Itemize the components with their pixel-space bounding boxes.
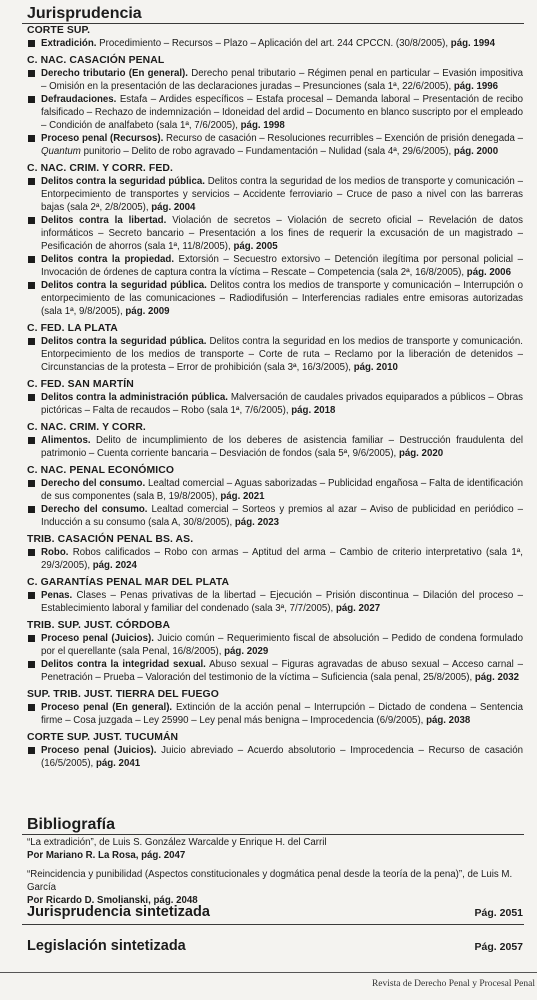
entry-heading: Robo. [41,547,69,558]
entry-heading: Delitos contra la seguridad pública. [41,336,207,347]
footer-rule [0,972,537,973]
entry-item [27,701,523,727]
bullet-square-icon [28,178,35,185]
entry-item [27,744,523,770]
entry-item [27,391,523,417]
section-rule [22,834,524,835]
entry-page-ref: pág. 2032 [474,672,520,683]
entry-page-ref: pág. 2041 [95,758,141,769]
entry-text: Delitos contra la seguridad de los medios de transporte y comunicación – Entorpecimiento de transportes y servicios – Accidente ferroviario – Cruce de paso a nivel con las barreras bajas (sala 2ª, 2/8/2005), [41,176,523,213]
jurisprudencia-sintetizada-row [27,904,523,920]
entry-heading: Proceso penal (Juicios). [41,633,154,644]
court-name: C. NAC. PENAL ECONÓMICO [27,465,175,476]
entry-text: Delito de incumplimiento de los deberes de asistencia familiar – Destrucción fraudulenta del patrimonio – Cuenta corriente bancaria – Desviación de fondos (sala 5ª, 9/6/2005), [41,435,523,459]
bullet-square-icon [28,661,35,668]
entry-heading: Proceso penal (Recursos). [41,133,164,144]
entry-text: Robos calificados – Robo con armas – Aptitud del arma – Cambio de criterio interpretativo (sala 1ª, 29/3/2005), [41,547,523,571]
bullet-square-icon [28,480,35,487]
entry-item [27,434,523,460]
entry-page-ref: pág. 2009 [125,306,170,317]
entry-page-ref: pág. 1998 [240,120,285,131]
court-block [27,421,523,460]
legislacion-sintetizada-page: Pág. 2057 [474,941,523,953]
bullet-square-icon [28,437,35,444]
entry-text: Violación de secretos – Violación de secreto oficial – Revelación de datos informáticos – Secreto bancario – Presentación a los fines de requerir la excusación de un magistrado – Pesificación de ahorros (sala 1ª, 11/8/2005), [41,215,523,252]
entry-text: punitorio – Delito de robo agravado – Fundamentación – Nulidad (sala 4ª, 29/6/2005), [83,146,452,157]
entry-text: Derecho penal tributario – Régimen penal en particular – Evasión impositiva – Omisión en la presentación de las declaraciones juradas – Presunciones (sala 1ª, 22/6/2005), [41,68,524,92]
entry-heading: Delitos contra la integridad sexual. [41,659,206,670]
bibliografia-header [0,813,537,835]
court-block [27,464,523,529]
entry-page-ref: pág. 2038 [426,715,471,726]
entry-item [27,253,523,279]
court-name: C. NAC. CRIM. Y CORR. [27,422,146,433]
entry-heading: Proceso penal (En general). [41,702,173,713]
entry-text: Juicio común – Requerimiento fiscal de absolución – Pedido de condena formulado por el querellante (sala Penal, 16/8/2005), [41,633,523,657]
court-name: C. GARANTÍAS PENAL MAR DEL PLATA [27,577,230,588]
court-name: TRIB. CASACIÓN PENAL BS. AS. [27,534,194,545]
entry-item [27,335,523,374]
entry-text: Lealtad comercial – Aguas saborizadas – Publicidad engañosa – Falta de identificación de sus componentes (sala B, 19/8/2005), [41,478,523,502]
footer-journal-name: Revista de Derecho Penal y Procesal Penal [371,979,535,989]
court-name: TRIB. SUP. JUST. CÓRDOBA [27,620,171,631]
bullet-square-icon [28,549,35,556]
entry-heading: Delitos contra la propiedad. [41,254,175,265]
entry-page-ref: pág. 2004 [151,202,196,213]
court-block [27,619,523,684]
court-block [27,378,523,417]
court-name: C. NAC. CASACIÓN PENAL [27,55,165,66]
entry-heading: Proceso penal (Juicios). [41,745,157,756]
jurisprudencia-header [0,2,537,24]
entry-page-ref: pág. 2024 [92,560,137,571]
jurisprudencia-sintetizada-page: Pág. 2051 [474,907,523,919]
entry-heading: Alimentos. [41,435,91,446]
court-name: C. NAC. CRIM. Y CORR. FED. [27,163,173,174]
legislacion-sintetizada-title: Legislación sintetizada [27,938,186,954]
entry-text: Extinción de la acción penal – Interrupción – Dictado de condena – Sentencia firme – Cosa juzgada – Ley 25990 – Ley penal más benigna – Improcedencia (6/9/2005), [41,702,523,726]
entry-item [27,658,523,684]
entry-heading: Delitos contra la libertad. [41,215,167,226]
court-block [27,54,523,158]
entry-text: Clases – Penas privativas de la libertad – Ejecución – Prisión discontinua – Dilación del proceso – Establecimiento laboral y familiar del condenado (sala 3ª, 7/7/2005), [41,590,523,614]
court-name: C. FED. SAN MARTÍN [27,379,134,390]
bullet-square-icon [28,40,35,47]
entry-item [27,477,523,503]
entry-item [27,67,523,93]
entry-heading: Defraudaciones. [41,94,117,105]
court-block [27,731,523,770]
bibliografia-list [27,836,523,907]
court-name: CORTE SUP. JUST. TUCUMÁN [27,732,179,743]
entry-item [27,589,523,615]
entry-text: Malversación de caudales privados equiparados a públicos – Obras pictóricas – Falta de recaudos – Robo (sala 1ª, 7/6/2005), [41,392,523,416]
biblio-title: “La extradición”, de Luis S. González Warcalde y Enrique H. del Carril [27,837,327,848]
entry-page-ref: pág. 2027 [335,603,381,614]
bullet-square-icon [28,635,35,642]
court-block [27,162,523,318]
bullet-square-icon [28,282,35,289]
biblio-title: “Reincidencia y punibilidad (Aspectos constitucionales y dogmática penal desde la teoría de la pena)”, de Luis M. García [27,869,513,893]
entry-item [27,546,523,572]
entry-text: Lealtad comercial – Sorteos y premios al azar – Aviso de publicidad en periódico – Inducción a su consumo (sala A, 30/8/2005), [41,504,523,528]
court-name: C. FED. LA PLATA [27,323,118,334]
legislacion-sintetizada-row [27,938,523,954]
bullet-square-icon [28,70,35,77]
court-block [27,533,523,572]
entry-text: Delitos contra la seguridad en los medios de transporte y comunicación. Entorpecimiento de los medios de transporte – Corte de ruta – Reclamo por la liberación de detenidos – Circunstancias de la protesta – Error de prohibición (sala 3ª, 16/3/2005), [41,336,523,373]
court-block [27,322,523,374]
entry-page-ref: pág. 1996 [453,81,499,92]
entry-heading: Derecho del consumo. [41,504,148,515]
entry-item [27,503,523,529]
biblio-author: Por Mariano R. La Rosa, pág. 2047 [27,850,186,861]
bullet-square-icon [28,135,35,142]
entry-text: Delitos contra los medios de transporte y comunicación – Interrupción o entorpecimiento de las comunicaciones – Radiodifusión – Interferencias radiales entre emisoras autorizadas (sala 1ª, 9/8/2005), [41,280,523,317]
entry-heading: Penas. [41,590,73,601]
bullet-square-icon [28,592,35,599]
court-block [27,24,523,50]
entry-italic-term: Quantum [41,146,81,157]
entry-heading: Extradición. [41,38,97,49]
entry-heading: Delitos contra la seguridad pública. [41,280,207,291]
entry-page-ref: pág. 2021 [220,491,265,502]
entry-page-ref: pág. 2023 [234,517,280,528]
section-rule [22,924,524,925]
bullet-square-icon [28,394,35,401]
court-block [27,688,523,727]
entry-heading: Derecho tributario (En general). [41,68,188,79]
entry-item [27,632,523,658]
court-name: CORTE SUP. [27,25,91,36]
courts-list [27,24,523,774]
entry-text: Juicio abreviado – Acuerdo absolutorio – Improcedencia – Recurso de casación (16/5/2005), [41,745,523,769]
entry-text: Extorsión – Secuestro extorsivo – Detención ilegítima por personal policial – Invocación de órdenes de captura contra la víctima – Rescate – Competencia (sala 2ª, 16/8/2005), [41,254,523,278]
bullet-square-icon [28,217,35,224]
entry-heading: Delitos contra la seguridad pública. [41,176,205,187]
entry-text: Abuso sexual – Figuras agravadas de abuso sexual – Acceso carnal – Penetración – Prueba – Valoración del testimonio de la víctima – Suficiencia (sala penal, 25/8/2005), [41,659,523,683]
entry-item [27,37,523,50]
entry-page-ref: pág. 2020 [398,448,444,459]
entry-page-ref: pág. 2005 [233,241,278,252]
entry-text: Procedimiento – Recursos – Plazo – Aplicación del art. 244 CPCCN. (30/8/2005), [99,38,449,49]
entry-item [27,214,523,253]
entry-page-ref: pág. 1994 [450,38,495,49]
bullet-square-icon [28,256,35,263]
entry-page-ref: pág. 2029 [224,646,269,657]
entry-item [27,175,523,214]
entry-item [27,132,523,158]
entry-heading: Derecho del consumo. [41,478,146,489]
section-title-jurisprudencia: Jurisprudencia [27,5,142,22]
bullet-square-icon [28,96,35,103]
entry-page-ref: pág. 2010 [353,362,398,373]
entry-page-ref: pág. 2006 [466,267,511,278]
biblio-author: Por Ricardo D. Smolianski, pág. 2048 [27,895,198,906]
bullet-square-icon [28,338,35,345]
entry-heading: Delitos contra la administración pública. [41,392,228,403]
entry-item [27,93,523,132]
bullet-square-icon [28,704,35,711]
bullet-square-icon [28,506,35,513]
entry-text: Estafa – Ardides específicos – Estafa procesal – Demanda laboral – Presentación de recibo falsificado – Rechazo de indemnización – Idoneidad del ardid – Documento en blanco suscripto por el empleado – Condición de analfabeto (sala 1ª, 7/6/2005), [41,94,523,131]
bullet-square-icon [28,747,35,754]
entry-item [27,279,523,318]
section-title-bibliografia: Bibliografía [27,816,116,833]
court-name: SUP. TRIB. JUST. TIERRA DEL FUEGO [27,689,219,700]
entry-text: Recurso de casación – Resoluciones recurribles – Exención de prisión denegada – [166,133,523,144]
jurisprudencia-sintetizada-title: Jurisprudencia sintetizada [27,904,210,920]
entry-page-ref: pág. 2000 [453,146,499,157]
court-block [27,576,523,615]
entry-page-ref: pág. 2018 [291,405,336,416]
